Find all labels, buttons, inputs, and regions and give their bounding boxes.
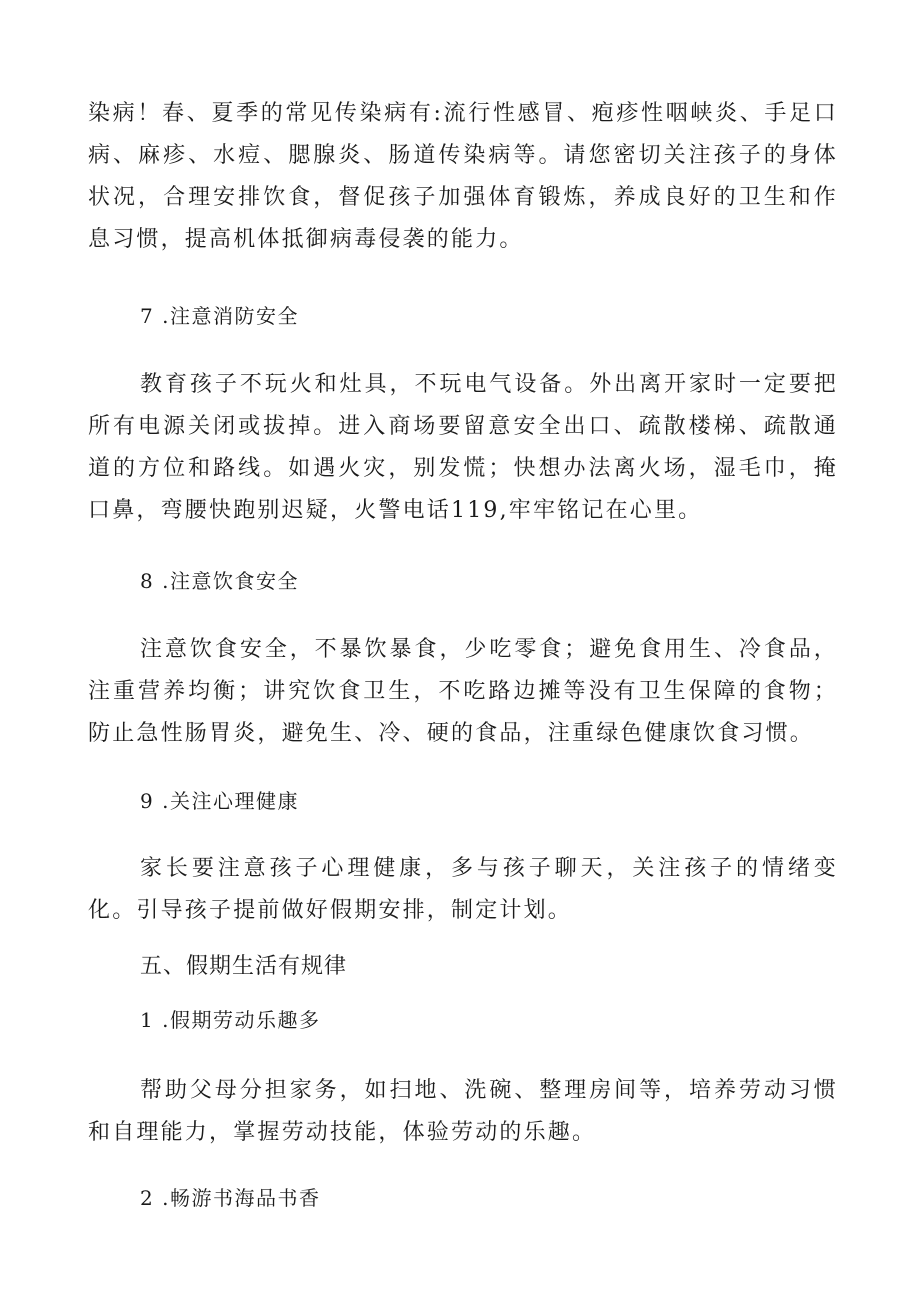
heading-fire-safety: 7 .注意消防安全 [140,304,299,328]
heading-mental-health: 9 .关注心理健康 [140,789,299,813]
section-heading-holiday-life: 五、假期生活有规律 [140,954,348,979]
paragraph-holiday-labor: 帮助父母分担家务，如扫地、洗碗、整理房间等，培养劳动习惯和自理能力，掌握劳动技能，体验劳动的乐趣。 [88,1078,838,1145]
paragraph-infectious-disease: 染病！春、夏季的常见传染病有:流行性感冒、疱疹性咽峡炎、手足口病、麻疹、水痘、腮腺炎、肠道传染病等。请您密切关注孩子的身体状况，合理安排饮食，督促孩子加强体育锻炼，养成良好的卫生和作息习惯，提高机体抵御病毒侵袭的能力。 [88,101,838,252]
heading-food-safety: 8 .注意饮食安全 [140,569,299,593]
heading-reading: 2 .畅游书海品书香 [140,1186,321,1210]
paragraph-food-safety: 注意饮食安全，不暴饮暴食，少吃零食；避免食用生、冷食品，注重营养均衡；讲究饮食卫生，不吃路边摊等没有卫生保障的食物；防止急性肠胃炎，避免生、冷、硬的食品，注重绿色健康饮食习惯。 [88,637,838,746]
paragraph-mental-health: 家长要注意孩子心理健康，多与孩子聊天，关注孩子的情绪变化。引导孩子提前做好假期安排，制定计划。 [88,856,838,923]
heading-holiday-labor: 1 .假期劳动乐趣多 [140,1008,321,1032]
paragraph-fire-safety: 教育孩子不玩火和灶具，不玩电气设备。外出离开家时一定要把所有电源关闭或拔掉。进入商场要留意安全出口、疏散楼梯、疏散通道的方位和路线。如遇火灾，别发慌；快想办法离火场，湿毛巾，掩口鼻，弯腰快跑别迟疑，火警电话119,牢牢铭记在心里。 [88,372,838,523]
